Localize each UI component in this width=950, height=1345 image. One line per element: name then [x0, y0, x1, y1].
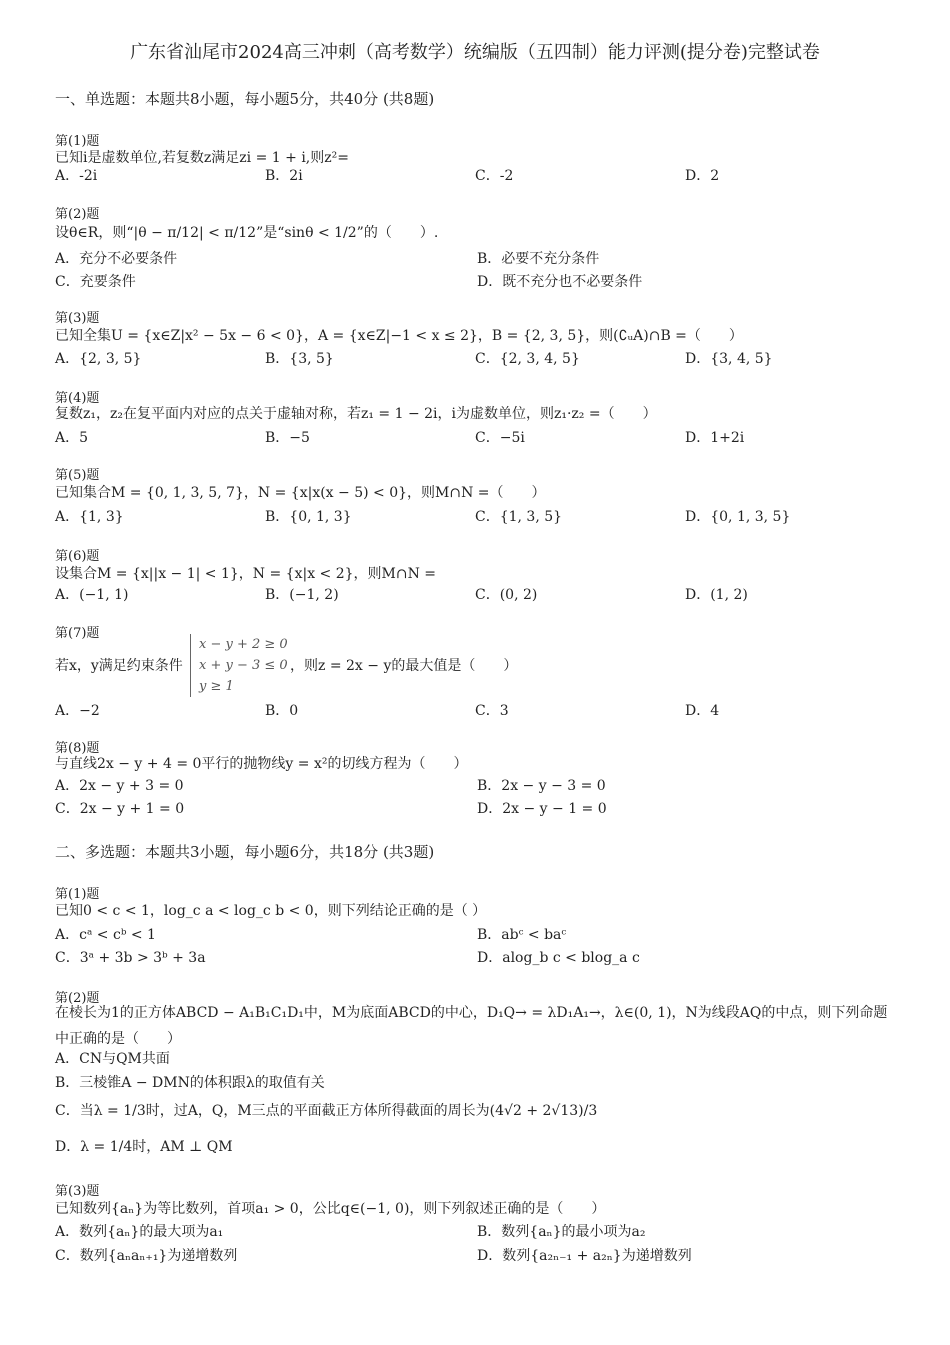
option-c: C．{2, 3, 4, 5} — [475, 351, 580, 367]
question-number: 第(4)题 — [55, 391, 100, 406]
option-b: B．2x − y − 3 = 0 — [477, 778, 606, 794]
question-stem: 已知数列{aₙ}为等比数列，首项a₁ > 0，公比q∈(−1, 0)，则下列叙述正确的是（ ） — [55, 1201, 606, 1217]
option-b: B．{0, 1, 3} — [265, 509, 352, 525]
question-number: 第(6)题 — [55, 549, 100, 564]
option-c: C．数列{aₙaₙ₊₁}为递增数列 — [55, 1248, 238, 1264]
option-d: D．alog_b c < blog_a c — [477, 950, 640, 966]
option-d: D．1+2i — [685, 430, 745, 446]
option-c: C．当λ = 1/3时，过A，Q，M三点的平面截正方体所得截面的周长为(4√2 + 2√13)/3 — [55, 1103, 598, 1119]
option-c: C．−5i — [475, 430, 525, 446]
option-b: B．必要不充分条件 — [477, 251, 600, 267]
option-a: A．数列{aₙ}的最大项为a₁ — [55, 1224, 224, 1240]
page-title: 广东省汕尾市2024高三冲刺（高考数学）统编版（五四制）能力评测(提分卷)完整试卷 — [130, 42, 820, 63]
question-number: 第(1)题 — [55, 134, 100, 149]
option-b: B．0 — [265, 703, 299, 719]
question-number: 第(3)题 — [55, 311, 100, 326]
option-d: D．2x − y − 1 = 0 — [477, 801, 607, 817]
question-stem: 已知全集U = {x∈Z|x² − 5x − 6 < 0}，A = {x∈Z|−1 < x ≤ 2}，B = {2, 3, 5}，则(∁ᵤA)∩B =（ ） — [55, 328, 743, 344]
option-b: B．abᶜ < baᶜ — [477, 927, 567, 943]
option-a: A．充分不必要条件 — [55, 251, 178, 267]
option-a: A．{1, 3} — [55, 509, 124, 525]
question-stem: 复数z₁，z₂在复平面内对应的点关于虚轴对称，若z₁ = 1 − 2i，i为虚数单位，则z₁·z₂ =（ ） — [55, 406, 657, 422]
option-a: A．−2 — [55, 703, 100, 719]
option-d: D．既不充分也不必要条件 — [477, 274, 643, 290]
question-stem: 与直线2x − y + 4 = 0平行的抛物线y = x²的切线方程为（ ） — [55, 756, 468, 772]
question-stem: 设集合M = {x||x − 1| < 1}，N = {x|x < 2}，则M∩N = — [55, 566, 437, 582]
constraint-line: x − y + 2 ≥ 0 — [199, 637, 288, 652]
question-stem: 已知0 < c < 1，log_c a < log_c b < 0，则下列结论正确的是（ ） — [55, 903, 487, 919]
question-stem: 若x，y满足约束条件 — [55, 658, 183, 674]
option-c: C．3ᵃ + 3b > 3ᵇ + 3a — [55, 950, 206, 966]
question-stem-continued: ，则z = 2x − y的最大值是（ ） — [290, 658, 518, 674]
option-a: A．-2i — [55, 168, 98, 184]
question-number: 第(3)题 — [55, 1184, 100, 1199]
option-a: A．cᵃ < cᵇ < 1 — [55, 927, 156, 943]
option-b: B．2i — [265, 168, 303, 184]
option-b: B．−5 — [265, 430, 310, 446]
question-stem: 在棱长为1的正方体ABCD − A₁B₁C₁D₁中，M为底面ABCD的中心，D₁Q→ = λD₁A₁→，λ∈(0, 1)，N为线段AQ的中点，则下列命题中正确的是（ ） — [55, 1005, 888, 1047]
option-a: A．{2, 3, 5} — [55, 351, 142, 367]
option-d: D．{0, 1, 3, 5} — [685, 509, 791, 525]
option-c: C．充要条件 — [55, 274, 136, 290]
option-d: D．(1, 2) — [685, 587, 748, 603]
option-a: A．CN与QM共面 — [55, 1051, 170, 1067]
option-d: D．数列{a₂ₙ₋₁ + a₂ₙ}为递增数列 — [477, 1248, 692, 1264]
option-d: D．2 — [685, 168, 720, 184]
option-b: B．数列{aₙ}的最小项为a₂ — [477, 1224, 646, 1240]
option-d: D．{3, 4, 5} — [685, 351, 773, 367]
option-c: C．{1, 3, 5} — [475, 509, 563, 525]
option-c: C．-2 — [475, 168, 514, 184]
option-c: C．3 — [475, 703, 509, 719]
section-heading: 二、多选题：本题共3小题，每小题6分，共18分 (共3题) — [55, 843, 435, 861]
constraint-line: y ≥ 1 — [199, 679, 234, 694]
section-heading: 一、单选题：本题共8小题，每小题5分，共40分 (共8题) — [55, 90, 435, 108]
option-c: C．(0, 2) — [475, 587, 538, 603]
question-number: 第(1)题 — [55, 887, 100, 902]
question-number: 第(7)题 — [55, 626, 100, 641]
question-number: 第(2)题 — [55, 207, 100, 222]
option-a: A．(−1, 1) — [55, 587, 129, 603]
question-number: 第(5)题 — [55, 468, 100, 483]
question-stem: 设θ∈R，则“|θ − π/12| < π/12”是“sinθ < 1/2”的（ ）. — [55, 225, 439, 241]
option-d: D．λ = 1/4时，AM ⊥ QM — [55, 1139, 233, 1155]
question-number: 第(2)题 — [55, 991, 100, 1006]
option-b: B．三棱锥A − DMN的体积跟λ的取值有关 — [55, 1075, 325, 1091]
option-d: D．4 — [685, 703, 720, 719]
constraint-line: x + y − 3 ≤ 0 — [199, 658, 288, 673]
question-stem: 已知集合M = {0, 1, 3, 5, 7}，N = {x|x(x − 5) < 0}，则M∩N =（ ） — [55, 485, 546, 501]
constraint-system — [190, 634, 288, 697]
option-a: A．2x − y + 3 = 0 — [55, 778, 184, 794]
option-a: A．5 — [55, 430, 89, 446]
question-stem: 已知i是虚数单位,若复数z满足zi = 1 + i,则z²= — [55, 150, 349, 166]
option-c: C．2x − y + 1 = 0 — [55, 801, 185, 817]
option-b: B．(−1, 2) — [265, 587, 339, 603]
option-b: B．{3, 5} — [265, 351, 334, 367]
question-number: 第(8)题 — [55, 741, 100, 756]
